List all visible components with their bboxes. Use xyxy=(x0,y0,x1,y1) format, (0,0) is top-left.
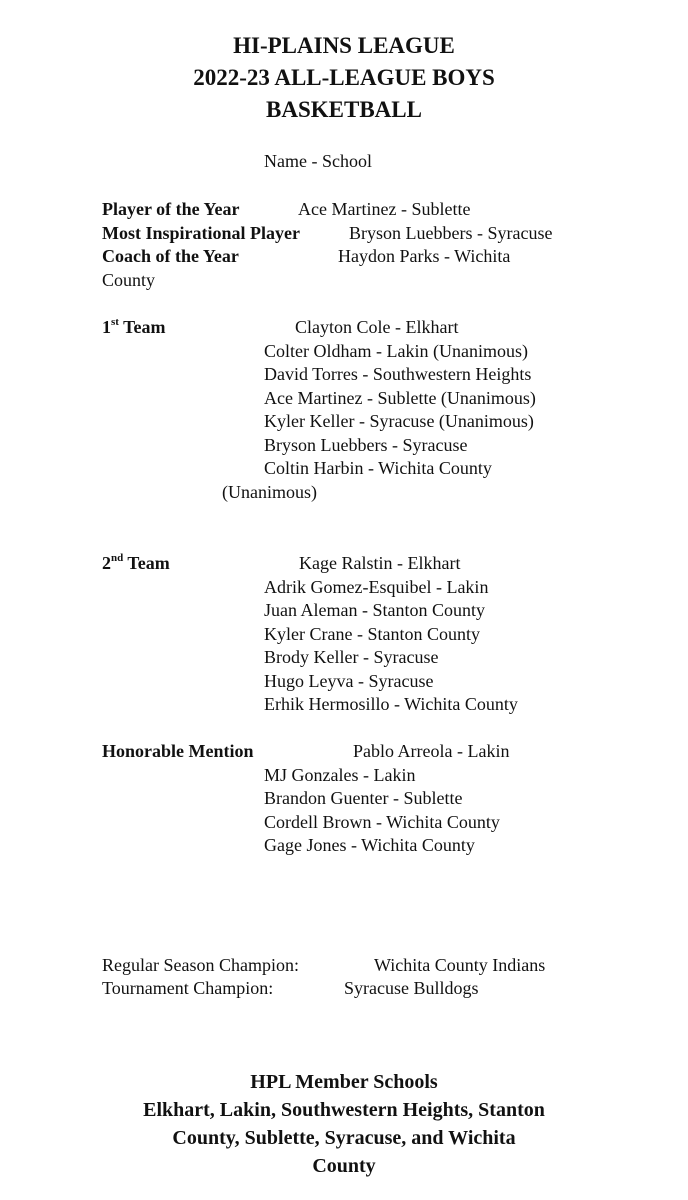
first-team-player: Bryson Luebbers - Syracuse xyxy=(264,435,468,455)
tournament-champion-label: Tournament Champion: xyxy=(102,978,274,998)
column-header: Name - School xyxy=(264,151,372,171)
second-team-player: Kage Ralstin - Elkhart xyxy=(299,553,461,573)
first-team-player: Colter Oldham - Lakin (Unanimous) xyxy=(264,341,528,361)
first-team-player: Clayton Cole - Elkhart xyxy=(295,317,459,337)
coach-of-year-label: Coach of the Year xyxy=(102,246,239,266)
member-schools-line-3: County xyxy=(312,1155,376,1177)
most-inspirational-value: Bryson Luebbers - Syracuse xyxy=(349,223,553,243)
first-team-player: David Torres - Southwestern Heights xyxy=(264,364,532,384)
honorable-mention-label: Honorable Mention xyxy=(102,741,254,761)
honorable-mention-player: Pablo Arreola - Lakin xyxy=(353,741,510,761)
second-team-player: Kyler Crane - Stanton County xyxy=(264,624,480,644)
second-team-label: 2nd Team xyxy=(102,552,170,573)
first-team-label: 1st Team xyxy=(102,316,166,337)
first-team-player: Kyler Keller - Syracuse (Unanimous) xyxy=(264,411,534,431)
title-line-3: BASKETBALL xyxy=(266,97,422,122)
honorable-mention-player: Cordell Brown - Wichita County xyxy=(264,812,500,832)
coach-of-year-value-cont: County xyxy=(102,270,156,290)
second-team-player: Juan Aleman - Stanton County xyxy=(264,600,485,620)
player-of-year-label: Player of the Year xyxy=(102,199,240,219)
honorable-mention-player: Brandon Guenter - Sublette xyxy=(264,788,463,808)
title-line-1: HI-PLAINS LEAGUE xyxy=(233,33,455,58)
first-team-player-cont: (Unanimous) xyxy=(222,482,317,502)
tournament-champion-value: Syracuse Bulldogs xyxy=(344,978,479,998)
regular-season-champion-value: Wichita County Indians xyxy=(374,955,546,975)
honorable-mention-player: Gage Jones - Wichita County xyxy=(264,835,475,855)
member-schools-heading: HPL Member Schools xyxy=(250,1071,438,1093)
second-team-player: Hugo Leyva - Syracuse xyxy=(264,671,434,691)
second-team-player: Adrik Gomez-Esquibel - Lakin xyxy=(264,577,489,597)
first-team-player: Ace Martinez - Sublette (Unanimous) xyxy=(264,388,536,408)
member-schools-line-1: Elkhart, Lakin, Southwestern Heights, Stanton xyxy=(143,1099,545,1121)
player-of-year-value: Ace Martinez - Sublette xyxy=(298,199,471,219)
title-line-2: 2022-23 ALL-LEAGUE BOYS xyxy=(193,65,495,90)
second-team-player: Erhik Hermosillo - Wichita County xyxy=(264,694,518,714)
regular-season-champion-label: Regular Season Champion: xyxy=(102,955,299,975)
honorable-mention-player: MJ Gonzales - Lakin xyxy=(264,765,416,785)
first-team-player: Coltin Harbin - Wichita County xyxy=(264,458,492,478)
most-inspirational-label: Most Inspirational Player xyxy=(102,223,300,243)
second-team-player: Brody Keller - Syracuse xyxy=(264,647,439,667)
coach-of-year-value: Haydon Parks - Wichita xyxy=(338,246,511,266)
member-schools-line-2: County, Sublette, Syracuse, and Wichita xyxy=(172,1127,516,1149)
